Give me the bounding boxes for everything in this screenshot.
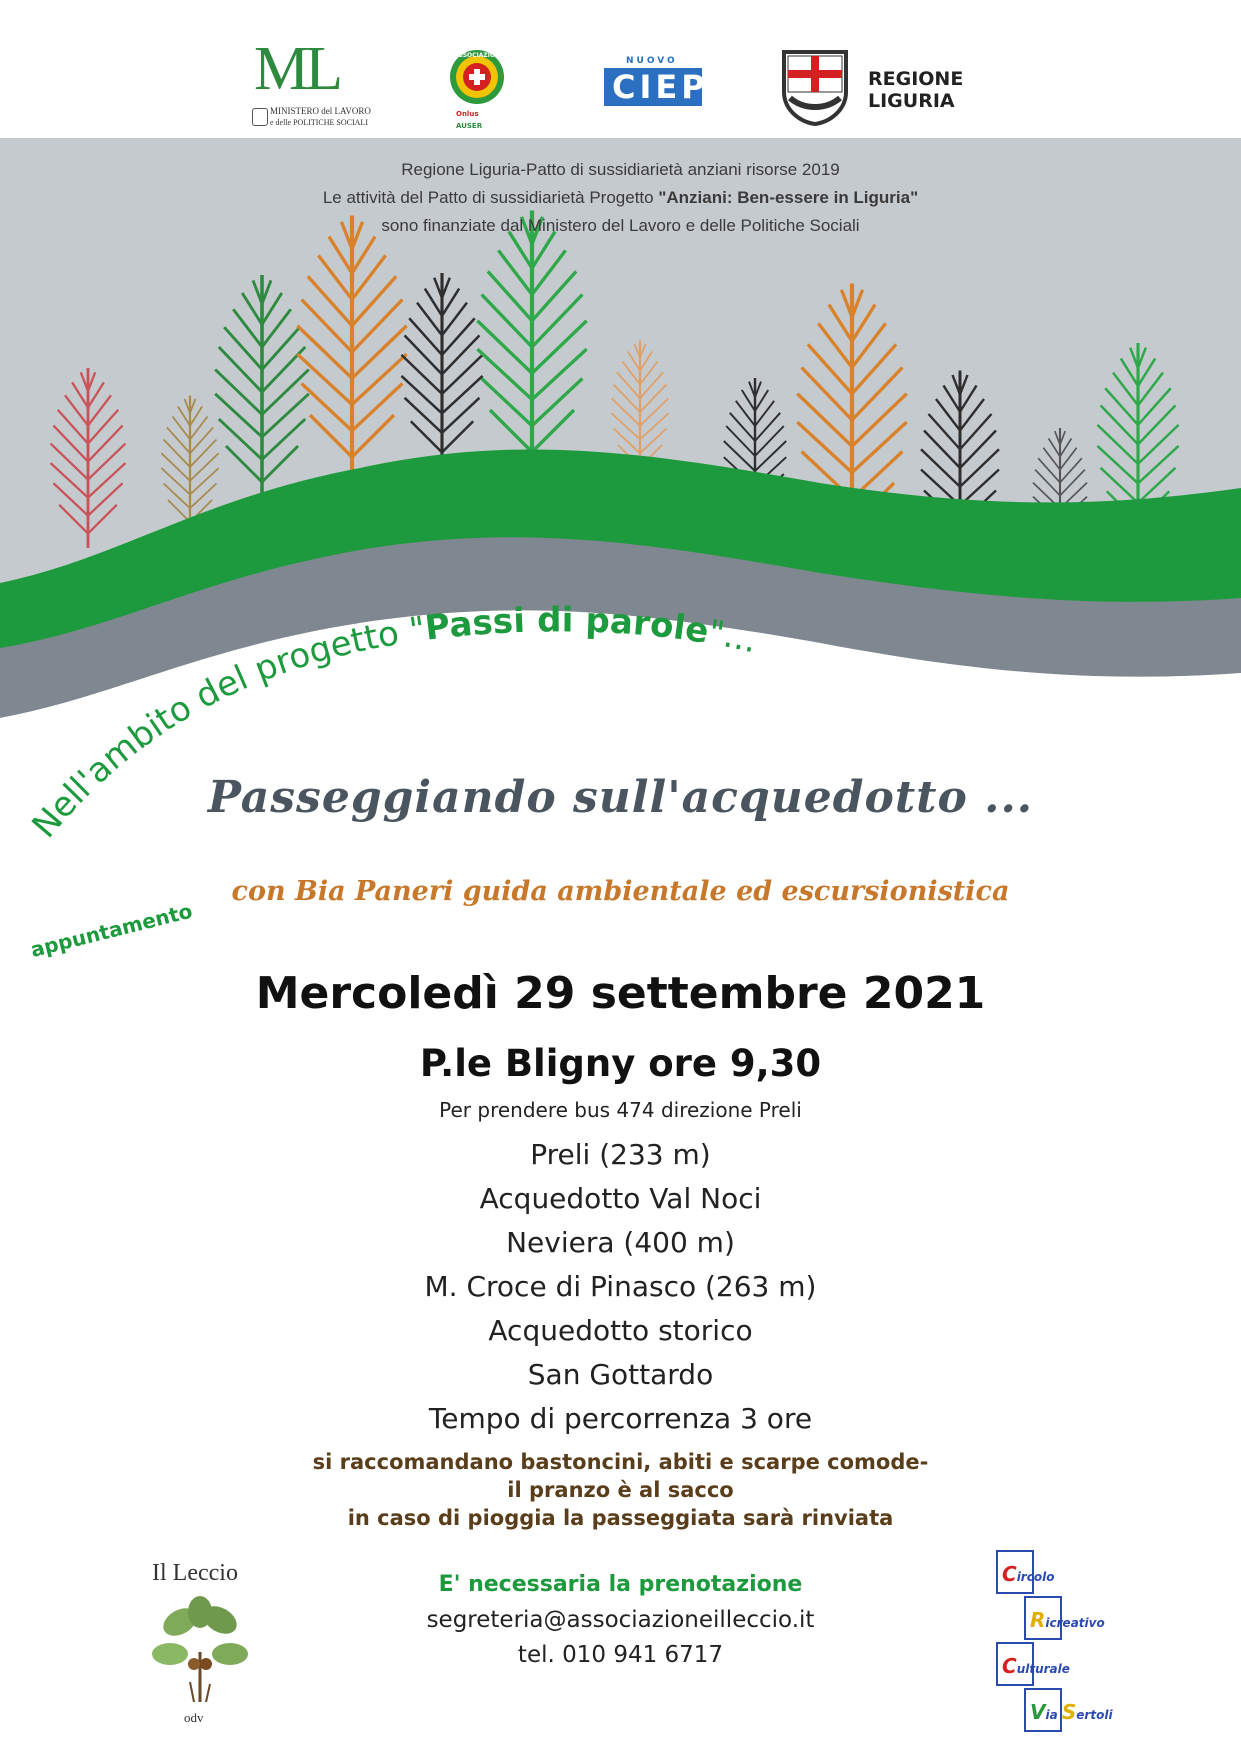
circolo-rest: ircolo [1016, 1570, 1055, 1584]
auser-sub1: Onlus [456, 110, 479, 118]
circolo-rest: ulturale [1016, 1662, 1070, 1676]
route-stop: Acquedotto storico [488, 1314, 753, 1347]
route-stop: San Gottardo [527, 1358, 714, 1391]
oak-branch-icon [150, 1592, 250, 1707]
region-logo [780, 48, 964, 128]
circolo-rest: ia [1045, 1708, 1058, 1722]
circolo-rest: icreativo [1045, 1616, 1105, 1630]
circolo-initial: C [1002, 1562, 1017, 1586]
circolo-word-4 [1030, 1700, 1113, 1724]
meeting-point: P.le Bligny ore 9,30 [419, 1042, 822, 1085]
auser-ring-text: ASSOCIAZIONE [454, 52, 505, 59]
project-outro: "... [705, 612, 761, 662]
ministry-line1: MINISTERO del LAVORO [270, 106, 371, 116]
funding-line2 [0, 188, 1241, 208]
funding-line3: sono finanziate dal Ministero del Lavoro e delle Politiche Sociali [381, 216, 860, 235]
route-stop: Acquedotto Val Noci [479, 1182, 762, 1215]
circolo-word-2 [1030, 1608, 1105, 1632]
advice-line: si raccomandano bastoncini, abiti e scarpe comode- [312, 1450, 929, 1474]
contact-email[interactable]: segreteria@associazioneilleccio.it [426, 1607, 815, 1633]
booking-notice: E' necessaria la prenotazione [438, 1572, 803, 1597]
region-shield-icon [780, 48, 850, 126]
leccio-logo [140, 1560, 270, 1735]
route-stop: Neviera (400 m) [506, 1226, 735, 1259]
guide-line: con Bia Paneri guida ambientale ed escursionistica [231, 876, 1010, 907]
circolo-initial: C [1002, 1654, 1017, 1678]
advice-line: il pranzo è al sacco [507, 1478, 734, 1502]
circolo-initial: R [1030, 1608, 1046, 1632]
circolo-initial: S [1061, 1700, 1077, 1724]
leccio-suffix: odv [184, 1710, 204, 1725]
advice-line: in caso di pioggia la passeggiata sarà rinviata [347, 1506, 894, 1530]
ciep-top: NUOVO [626, 56, 678, 66]
appointment-label: appuntamento [28, 898, 195, 962]
ministry-logo [250, 35, 371, 130]
ministry-initials: ML [254, 35, 339, 103]
circolo-rest: ertoli [1076, 1708, 1113, 1722]
route-stop: M. Croce di Pinasco (263 m) [424, 1270, 817, 1303]
project-name: Passi di parole [422, 600, 712, 652]
duration: Tempo di percorrenza 3 ore [428, 1402, 813, 1435]
circolo-word-3 [1002, 1654, 1070, 1678]
auser-logo [444, 48, 524, 138]
circolo-word-1 [1002, 1562, 1054, 1586]
event-date: Mercoledì 29 settembre 2021 [255, 968, 986, 1019]
auser-sub2: AUSER [456, 122, 483, 130]
funding-project-name: "Anziani: Ben-essere in Liguria" [658, 188, 919, 207]
leccio-name: Il Leccio [152, 1560, 238, 1586]
ciep-logo [604, 56, 709, 116]
circolo-logo [996, 1550, 1146, 1732]
contact-phone[interactable]: tel. 010 941 6717 [517, 1642, 724, 1668]
bus-info: Per prendere bus 474 direzione Preli [439, 1098, 802, 1122]
ciep-name: CIEP [612, 68, 709, 106]
logo-bar [0, 0, 1241, 138]
funding-line2-pre: Le attività del Patto di sussidiarietà Progetto [322, 188, 659, 207]
ministry-line2: e delle POLITICHE SOCIALI [270, 118, 368, 127]
emblem-icon [252, 108, 268, 126]
route-stop: Preli (233 m) [530, 1138, 711, 1171]
event-title: Passeggiando sull'acquedotto ... [207, 772, 1034, 823]
region-line1: REGIONE [868, 68, 964, 90]
project-intro: Nell'ambito del progetto " [24, 609, 428, 846]
region-line2: LIGURIA [868, 90, 955, 112]
circolo-initial: V [1030, 1700, 1046, 1724]
funding-line1: Regione Liguria-Patto di sussidiarietà anziani risorse 2019 [401, 160, 840, 179]
